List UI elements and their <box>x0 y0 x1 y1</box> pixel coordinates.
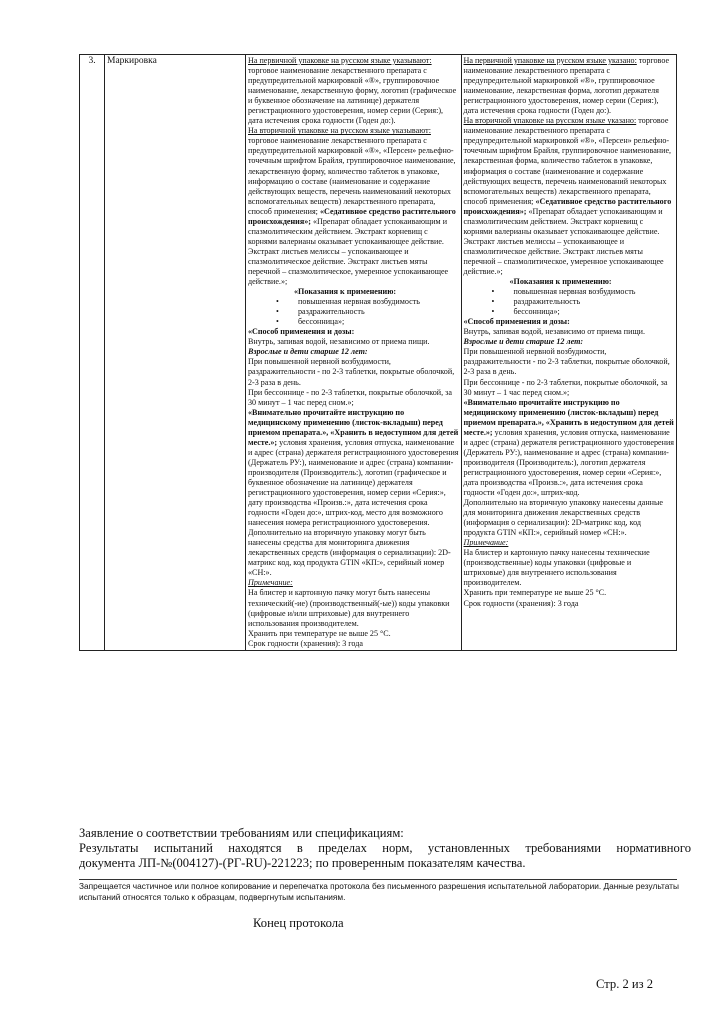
indications-list <box>464 287 675 317</box>
row-number: 3. <box>80 55 105 651</box>
primary-packaging-para: На первичной упаковке на русском языке указывают: торговое наименование лекарственного препарата с предупредительной маркировкой «®», группировочное наименование, лекарственную форму, логотип (графическое и буквенное обозначение на латинице) держателя регистрационного удостоверения, номер серии (Серия:), дата истечения срока годности (Годен до:). <box>248 56 457 126</box>
storage-temp: Хранить при температуре не выше 25 °C. <box>248 628 391 638</box>
note-text: На блистер и картонную пачку могут быть нанесены технический(-ие) (производственный(-ые)) коды упаковки (цифровые и/или штриховые) для внутреннего использования производителем. <box>248 588 450 628</box>
indications-heading: «Показания к применению: <box>509 277 612 287</box>
list-item: • бессонница»; <box>298 317 459 327</box>
statement-heading: Заявление о соответствии требованиям или спецификациям: <box>79 826 404 840</box>
indications-list <box>248 297 459 327</box>
page-number: Стр. 2 из 2 <box>596 977 654 991</box>
shelf-life: Срок годности (хранения): 3 года <box>248 638 363 648</box>
parameter-name: Маркировка <box>105 55 246 651</box>
table-row <box>80 55 677 651</box>
dose-text: При повышенной нервной возбудимости, раздражительности - по 2-3 таблетки, покрытые оболочкой, 2-3 раза в день. <box>248 357 455 387</box>
adults-heading: Взрослые и дети старше 12 лет: <box>463 337 584 347</box>
warning-para: «Внимательно прочитайте инструкцию по медицинскому применению (листок-вкладыш) перед приемом препарата.», «Хранить в недоступном для детей месте.»; условия хранения, условия отпуска, наименование и адрес (страна) держателя регистрационного удостоверения (Держатель РУ:), наименование и адрес (страна) компании-производителя (Производитель:), логотип держателя регистрационного удостоверения, номер серии «Серия:», дата производства «Произв.:», дата истечения срока годности «Годен до:», штрих-код. <box>463 397 675 498</box>
monitoring-text: Дополнительно на вторичную упаковку нанесены данные для мониторинга движения лекарственных средств (информация о сериализации): 2D-матрикс код, код продукта GTIN «КП:», серийный номер «СН:». <box>463 498 664 538</box>
statement-line: Результаты испытаний находятся в пределах норм, установленных требованиями нормативного <box>79 841 691 855</box>
note-heading: Примечание: <box>248 578 293 588</box>
results-table <box>79 54 677 651</box>
method-text: Внутрь, запивая водой, независимо от приема пищи. <box>248 337 430 347</box>
primary-packaging-para: На первичной упаковке на русском языке указано: торговое наименование лекарственного препарата с предупредительной маркировкой «®», группировочное наименование, лекарственная форма, логотип держателя регистрационного удостоверения, номер серии (Серия:), дата истечения срока годности (Годен до:). <box>463 56 670 116</box>
storage-temp: Хранить при температуре не выше 25 °C. <box>463 588 607 598</box>
method-text: Внутрь, запивая водой, независимо от приема пищи. <box>463 327 646 337</box>
dose-text: При бессоннице - по 2-3 таблетки, покрытые оболочкой, за 30 минут – 1 час перед сном.»; <box>463 377 668 397</box>
dose-text: При бессоннице - по 2-3 таблетки, покрытые оболочкой, за 30 минут – 1 час перед сном.»; <box>248 387 452 407</box>
requirements-column <box>246 55 462 651</box>
dose-text: При повышенной нервной возбудимости, раздражительности - по 2-3 таблетки, покрытые оболочкой, 2-3 раза в день. <box>463 347 670 377</box>
actual-results-column <box>461 55 677 651</box>
secondary-packaging-para: На вторичной упаковке на русском языке указывают: торговое наименование лекарственного препарата с предупредительной маркировкой «®», «Персен» рельефно-точечным шрифтом Брайля, группировочное наименование, лекарственную форму, количество таблеток в упаковке, информацию о составе (наименование и содержание действующих веществ, перечень наименований некоторых вспомогательных веществ) лекарственного препарата, способ применения; «Седативное средство растительного происхождения»; «Препарат обладает успокаивающим и спазмолитическим действием. Экстракт корневищ с корнями валерианы оказывает успокаивающее действие. Экстракт листьев мелиссы – успокаивающее и спазмолитическое действие. Экстракт листьев мяты перечной – спазмолитическое, умеренное успокаивающее действие.»; <box>248 126 456 287</box>
statement-line: документа ЛП-№(004127)-(РГ-RU)-221223; по проверенным показателям качества. <box>79 856 526 870</box>
warning-para: «Внимательно прочитайте инструкцию по медицинскому применению (листок-вкладыш) перед приемом препарата.», «Хранить в недоступном для детей месте.»; условия хранения, условия отпуска, наименование и адрес (страна) держателя регистрационного удостоверения (Держатель РУ:), наименование и адрес (страна) компании-производителя (Производитель:), логотип (графическое и буквенное обозначение на латинице) держателя регистрационного удостоверения, номер серии «Серия:», дату производства «Произв.:», дата истечения срока годности «Годен до:», штрих-код, место для возможного нанесения номера регистрационного удостоверения. <box>248 407 459 528</box>
list-item: • раздражительность <box>514 297 675 307</box>
divider <box>79 879 677 880</box>
note-text: На блистер и картонную пачку нанесены технические (производственные) коды упаковки (цифровые и штриховые) для внутреннего использования производителем. <box>463 548 650 588</box>
list-item: • повышенная нервная возбудимость <box>298 297 459 307</box>
disclaimer: Запрещается частичное или полное копирование и перепечатка протокола без письменного разрешения испытательной лаборатории. Данные результаты испытаний относятся только к образцам, подвергнутым испытаниям. <box>79 881 679 902</box>
list-item: • раздражительность <box>298 307 459 317</box>
conformity-statement <box>79 826 691 871</box>
indications-heading: «Показания к применению: <box>294 287 397 297</box>
list-item: • повышенная нервная возбудимость <box>514 287 675 297</box>
list-item: • бессонница»; <box>514 307 675 317</box>
method-heading: «Способ применения и дозы: <box>248 327 355 337</box>
secondary-packaging-para: На вторичной упаковке на русском языке указано: торговое наименование лекарственного препарата с предупредительной маркировкой «®», «Персен» рельефно-точечным шрифтом Брайля, группировочное наименование, лекарственная форма, количество таблеток в упаковке, информация о составе (наименование и содержание действующих веществ, перечень наименований некоторых вспомогательных веществ) лекарственного препарата, способ применения; «Седативное средство растительного происхождения»; «Препарат обладает успокаивающим и спазмолитическим действием. Экстракт корневищ с корнями валерианы оказывает успокаивающее действие. Экстракт листьев мелиссы – успокаивающее и спазмолитическое действие. Экстракт листьев мяты перечной – спазмолитическое, умеренное успокаивающее действие.»; <box>463 116 672 276</box>
shelf-life: Срок годности (хранения): 3 года <box>463 598 579 608</box>
adults-heading: Взрослые и дети старше 12 лет: <box>248 347 368 357</box>
monitoring-text: Дополнительно на вторичную упаковку могут быть нанесены средства для мониторинга движения лекарственных средств (информация о сериализации): 2D-матрикс код, код продукта GTIN «КП:», серийный номер «СН:». <box>248 528 451 578</box>
note-heading: Примечание: <box>463 538 509 548</box>
end-of-protocol: Конец протокола <box>253 916 344 930</box>
method-heading: «Способ применения и дозы: <box>463 317 570 327</box>
